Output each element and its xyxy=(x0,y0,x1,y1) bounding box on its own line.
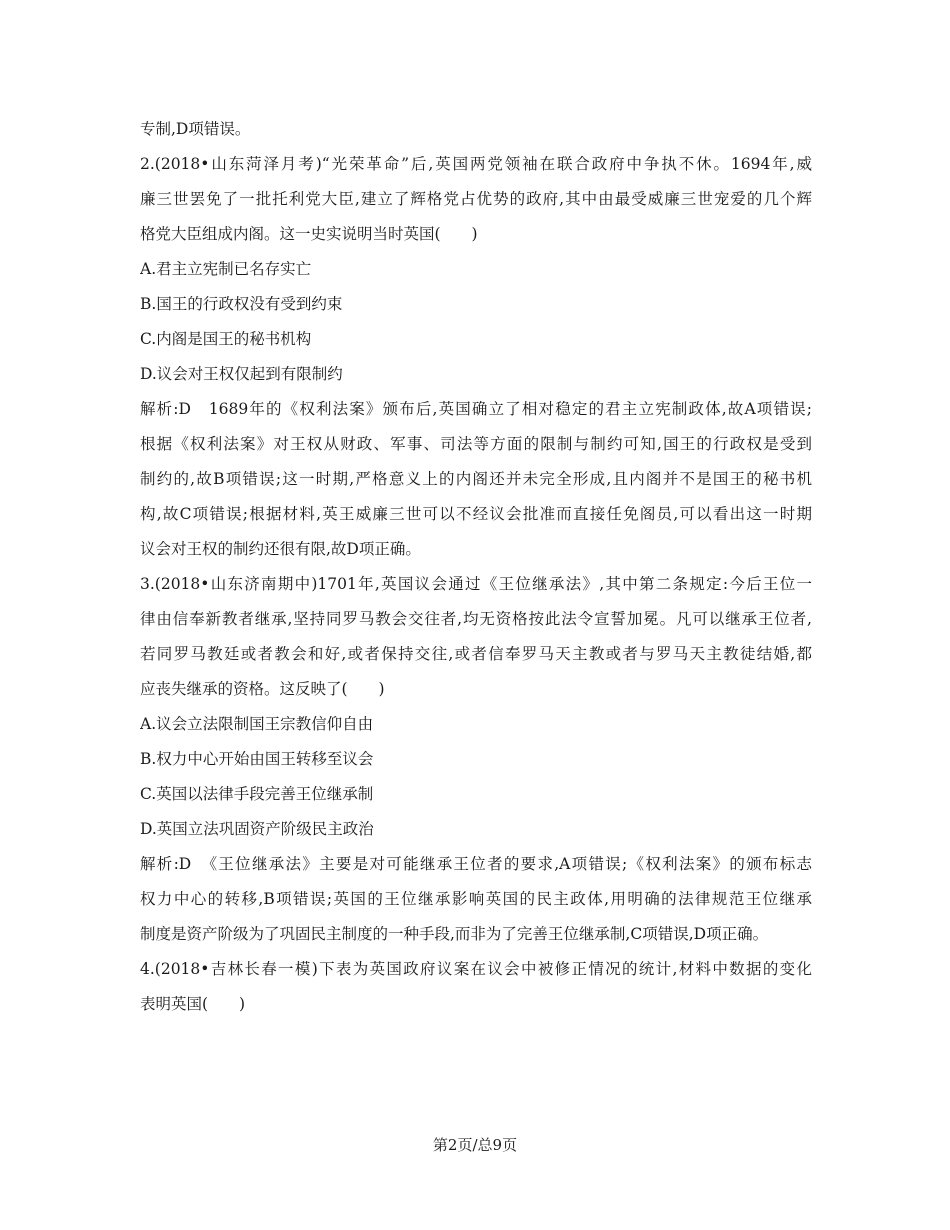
analysis-line: 议会对王权的制约还很有限,故D项正确。 xyxy=(140,540,421,558)
continuation-line: 专制,D项错误。 xyxy=(140,120,251,138)
question-2 xyxy=(140,147,812,567)
question-stem-line: 4.(2018•吉林长春一模)下表为英国政府议案在议会中被修正情况的统计,材料中数据的变化 xyxy=(140,960,812,978)
page-footer: 第2页/总9页 xyxy=(432,1136,518,1154)
option-d: D.议会对王权仅起到有限制约 xyxy=(140,365,343,383)
option-a: A.议会立法限制国王宗教信仰自由 xyxy=(140,715,374,733)
question-stem-line: 律由信奉新教者继承,坚持同罗马教会交往者,均无资格按此法令宣誓加冕。凡可以继承王位者, xyxy=(140,610,812,628)
analysis-line: 权力中心的转移,B项错误;英国的王位继承影响英国的民主政体,用明确的法律规范王位继承 xyxy=(140,890,812,908)
option-c: C.英国以法律手段完善王位继承制 xyxy=(140,785,374,803)
question-stem-line: 应丧失继承的资格。这反映了( ) xyxy=(140,680,385,698)
option-b: B.国王的行政权没有受到约束 xyxy=(140,295,343,313)
question-stem-line: 表明英国( ) xyxy=(140,995,246,1013)
option-a: A.君主立宪制已名存实亡 xyxy=(140,260,312,278)
question-3 xyxy=(140,567,812,952)
question-stem-line: 2.(2018•山东菏泽月考)“光荣革命”后,英国两党领袖在联合政府中争执不休。1694年,威 xyxy=(140,155,812,173)
analysis-line: 构,故C项错误;根据材料,英王威廉三世可以不经议会批准而直接任免阁员,可以看出这一时期 xyxy=(140,505,812,523)
analysis-line: 制约的,故B项错误;这一时期,严格意义上的内阁还并未完全形成,且内阁并不是国王的秘书机 xyxy=(140,470,812,488)
option-d: D.英国立法巩固资产阶级民主政治 xyxy=(140,820,374,838)
option-b: B.权力中心开始由国王转移至议会 xyxy=(140,750,374,768)
analysis-line: 解析:D 《王位继承法》主要是对可能继承王位者的要求,A项错误;《权利法案》的颁布标志 xyxy=(140,855,812,873)
question-stem-line: 若同罗马教廷或者教会和好,或者保持交往,或者信奉罗马天主教或者与罗马天主教徒结婚,都 xyxy=(140,645,812,663)
question-stem-line: 廉三世罢免了一批托利党大臣,建立了辉格党占优势的政府,其中由最受威廉三世宠爱的几个辉 xyxy=(140,190,812,208)
question-stem-line: 格党大臣组成内阁。这一史实说明当时英国( ) xyxy=(140,225,478,243)
analysis-line: 解析:D 1689年的《权利法案》颁布后,英国确立了相对稳定的君主立宪制政体,故A项错误; xyxy=(140,400,812,418)
page-content xyxy=(140,112,812,1022)
analysis-line: 根据《权利法案》对王权从财政、军事、司法等方面的限制与制约可知,国王的行政权是受到 xyxy=(140,435,812,453)
option-c: C.内阁是国王的秘书机构 xyxy=(140,330,312,348)
question-stem-line: 3.(2018•山东济南期中)1701年,英国议会通过《王位继承法》,其中第二条规定:今后王位一 xyxy=(140,575,812,593)
analysis-line: 制度是资产阶级为了巩固民主制度的一种手段,而非为了完善王位继承制,C项错误,D项正确。 xyxy=(140,925,769,943)
question-4 xyxy=(140,952,812,1022)
